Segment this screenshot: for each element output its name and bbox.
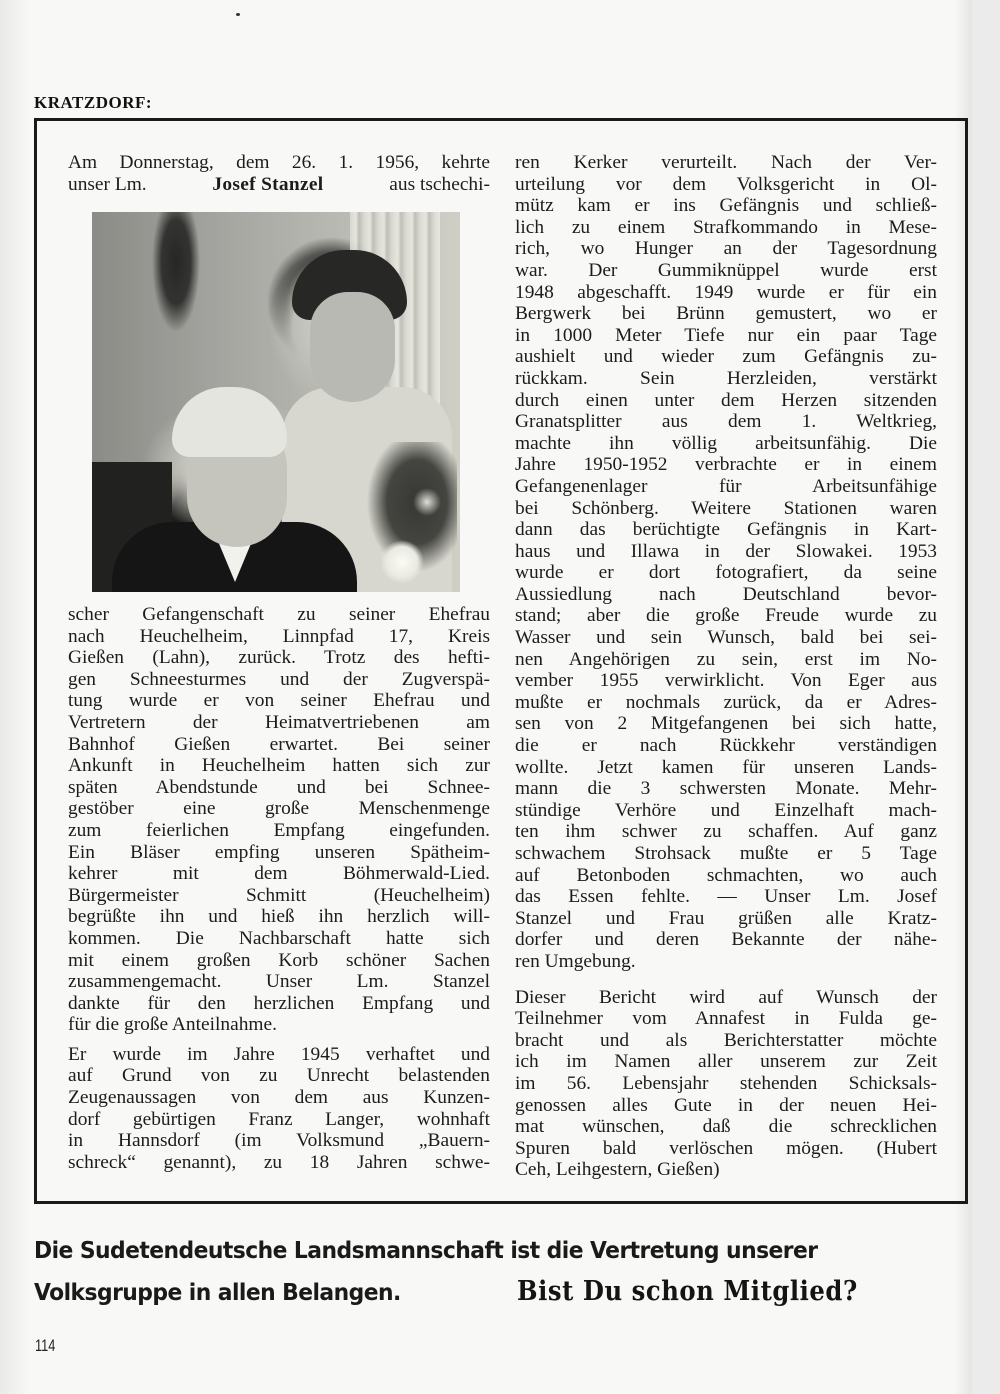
text-line: mit einem großen Korb schöner Sachen (68, 949, 490, 971)
text-line: Teilnehmer vom Annafest in Fulda ge- (515, 1008, 937, 1030)
text-line: tung wurde er von seiner Ehefrau und (68, 690, 490, 712)
text-line: Jahre 1950-1952 verbrachte er in einem (515, 454, 937, 476)
text-line: Dieser Bericht wird auf Wunsch der (515, 986, 937, 1008)
text-line: auf Betonboden schmachten, wo auch (515, 864, 937, 886)
text-line: Granatsplitter aus dem 1. Weltkrieg, (515, 411, 937, 433)
text-line: Wasser und sein Wunsch, bald bei sei- (515, 627, 937, 649)
text-line: scher Gefangenschaft zu seiner Ehefrau (68, 604, 490, 625)
text-line: mann die 3 schwersten Monate. Mehr- (515, 778, 937, 800)
left-paragraph-2 (68, 1044, 490, 1174)
text-line: zum feierlichen Empfang eingefunden. (68, 819, 490, 841)
text-line: Stanzel und Frau grüßen alle Kratz- (515, 907, 937, 929)
article-intro (68, 152, 490, 195)
text-line: nen Angehörigen zu sein, erst im No- (515, 648, 937, 670)
text-line: Er wurde im Jahre 1945 verhaftet und (68, 1043, 490, 1065)
text-line: Bahnhof Gießen erwartet. Bei seiner (68, 733, 490, 755)
left-paragraph-1 (68, 604, 490, 1036)
text-line: Ceh, Leihgestern, Gießen) (515, 1159, 720, 1181)
text-line: für die große Anteilnahme. (68, 1014, 277, 1036)
intro-line-1: Am Donnerstag, dem 26. 1. 1956, kehrte (68, 152, 490, 173)
photo-flowers (347, 442, 457, 592)
text-line: mat wünschen, daß die schrecklichen (515, 1116, 937, 1138)
text-line: schreck“ genannt), zu 18 Jahren schwe- (68, 1151, 490, 1173)
text-line: auf Grund von zu Unrecht belastenden (68, 1065, 490, 1087)
text-line: genossen alles Gute in der neuen Hei- (515, 1094, 937, 1116)
text-line: machte ihn völlig arbeitsunfähig. Die (515, 432, 937, 454)
print-speck (236, 13, 240, 16)
text-line: Gießen (Lahn), zurück. Trotz des hefti- (68, 647, 490, 669)
article-photo (92, 212, 460, 592)
text-line: zusammengemacht. Unser Lm. Stanzel (68, 971, 490, 993)
text-line: schwachem Strohsack mußte er 5 Tage (515, 843, 937, 864)
text-line: in Hannsdorf (im Volksmund „Bauern- (68, 1130, 490, 1152)
membership-call-to-action: Bist Du schon Mitglied? (517, 1276, 858, 1307)
text-line: aushielt und wieder zum Gefängnis zu- (515, 346, 937, 368)
text-line: stand; aber die große Freude wurde zu (515, 605, 937, 627)
text-line: in 1000 Meter Tiefe nur ein paar Tage (515, 324, 937, 346)
slogan-line-1: Die Sudetendeutsche Landsmannschaft ist die Vertretung unserer (34, 1236, 818, 1264)
text-line: dann das berüchtigte Gefängnis in Kart- (515, 519, 937, 541)
text-line: ich im Namen aller unserem zur Zeit (515, 1051, 937, 1073)
text-line: im 56. Lebensjahr stehenden Schicksals- (515, 1072, 937, 1094)
text-line: Ankunft in Heuchelheim hatten sich zur (68, 755, 490, 777)
text-line: Zeugenaussagen von dem aus Kunzen- (68, 1087, 490, 1109)
text-line: dankte für den herzlichen Empfang und (68, 992, 490, 1014)
text-line: ren Kerker verurteilt. Nach der Ver- (515, 152, 937, 173)
text-line: Ein Bläser empfing unseren Spätheim- (68, 841, 490, 863)
text-line: ten ihm schwer zu schaffen. Auf ganz (515, 821, 937, 843)
text-line: wollte. Jetzt kamen für unseren Lands- (515, 756, 937, 778)
text-line: mütz kam er ins Gefängnis und schließ- (515, 195, 937, 217)
text-line: Bergwerk bei Brünn gemustert, wo er (515, 303, 937, 325)
text-line: gestöber eine große Menschenmenge (68, 798, 490, 820)
text-line: bracht und als Berichterstatter möchte (515, 1029, 937, 1051)
text-line: war. Der Gummiknüppel wurde erst (515, 259, 937, 281)
text-line: Aussiedlung nach Deutschland bevor- (515, 583, 937, 605)
text-line: dorfer und deren Bekannte der nähe- (515, 929, 937, 951)
right-paragraph-2 (515, 987, 937, 1181)
article-right-column (515, 152, 937, 1181)
right-paragraph-1 (515, 152, 937, 973)
article-left-column (68, 604, 490, 1173)
text-line: Vertretern der Heimatvertriebenen am (68, 711, 490, 733)
text-line: durch einen unter dem Herzen sitzenden (515, 389, 937, 411)
intro-line-2 (68, 174, 490, 196)
text-line: gen Schneesturmes und der Zugverspä- (68, 668, 490, 690)
text-line: 1948 abgeschafft. 1949 wurde er für ein (515, 281, 937, 303)
text-line: dorf gebürtigen Franz Langer, wohnhaft (68, 1108, 490, 1130)
text-line: späten Abendstunde und bei Schnee- (68, 776, 490, 798)
text-line: das Essen fehlte. — Unser Lm. Josef (515, 886, 937, 908)
text-line: rich, wo Hunger an der Tagesordnung (515, 238, 937, 260)
text-line: nach Heuchelheim, Linnpfad 17, Kreis (68, 625, 490, 647)
text-line: bei Schönberg. Weitere Stationen waren (515, 497, 937, 519)
text-line: ren Umgebung. (515, 950, 636, 972)
text-line: Gefangenenlager für Arbeitsunfähige (515, 475, 937, 497)
text-line: Spuren bald verlöschen mögen. (Hubert (515, 1137, 937, 1159)
text-line: vember 1955 verwirklicht. Von Eger aus (515, 670, 937, 692)
page-number: 114 (35, 1336, 56, 1355)
text-line: begrüßte ihn und hieß ihn herzlich will- (68, 906, 490, 928)
photo-man-hair (172, 387, 287, 457)
text-line: lich zu einem Strafkommando in Mese- (515, 216, 937, 238)
text-line: kommen. Die Nachbarschaft hatte sich (68, 927, 490, 949)
text-line: rückkam. Sein Herzleiden, verstärkt (515, 367, 937, 389)
text-line: mußte er nochmals zurück, da er Adres- (515, 691, 937, 713)
intro-text-b: aus tschechi- (384, 173, 490, 195)
text-line: die er nach Rückkehr verständigen (515, 735, 937, 757)
person-name: Josef Stanzel (212, 173, 324, 195)
text-line: haus und Illawa in der Slowakei. 1953 (515, 540, 937, 562)
text-line: urteilung vor dem Volksgericht in Ol- (515, 173, 937, 195)
photo-woman-face (310, 292, 395, 402)
text-line: Bürgermeister Schmitt (Heuchelheim) (68, 884, 490, 906)
text-line: wurde er dort fotografiert, da seine (515, 562, 937, 584)
section-heading: KRATZDORF: (34, 93, 153, 112)
intro-text-a: unser Lm. (68, 173, 152, 195)
text-line: sen von 2 Mitgefangenen bei sich hatte, (515, 713, 937, 735)
text-line: stündige Verhöre und Einzelhaft mach- (515, 799, 937, 821)
slogan-line-2: Volksgruppe in allen Belangen. (34, 1278, 401, 1306)
text-line: kehrer mit dem Böhmerwald-Lied. (68, 863, 490, 885)
photo-plant (152, 212, 200, 352)
